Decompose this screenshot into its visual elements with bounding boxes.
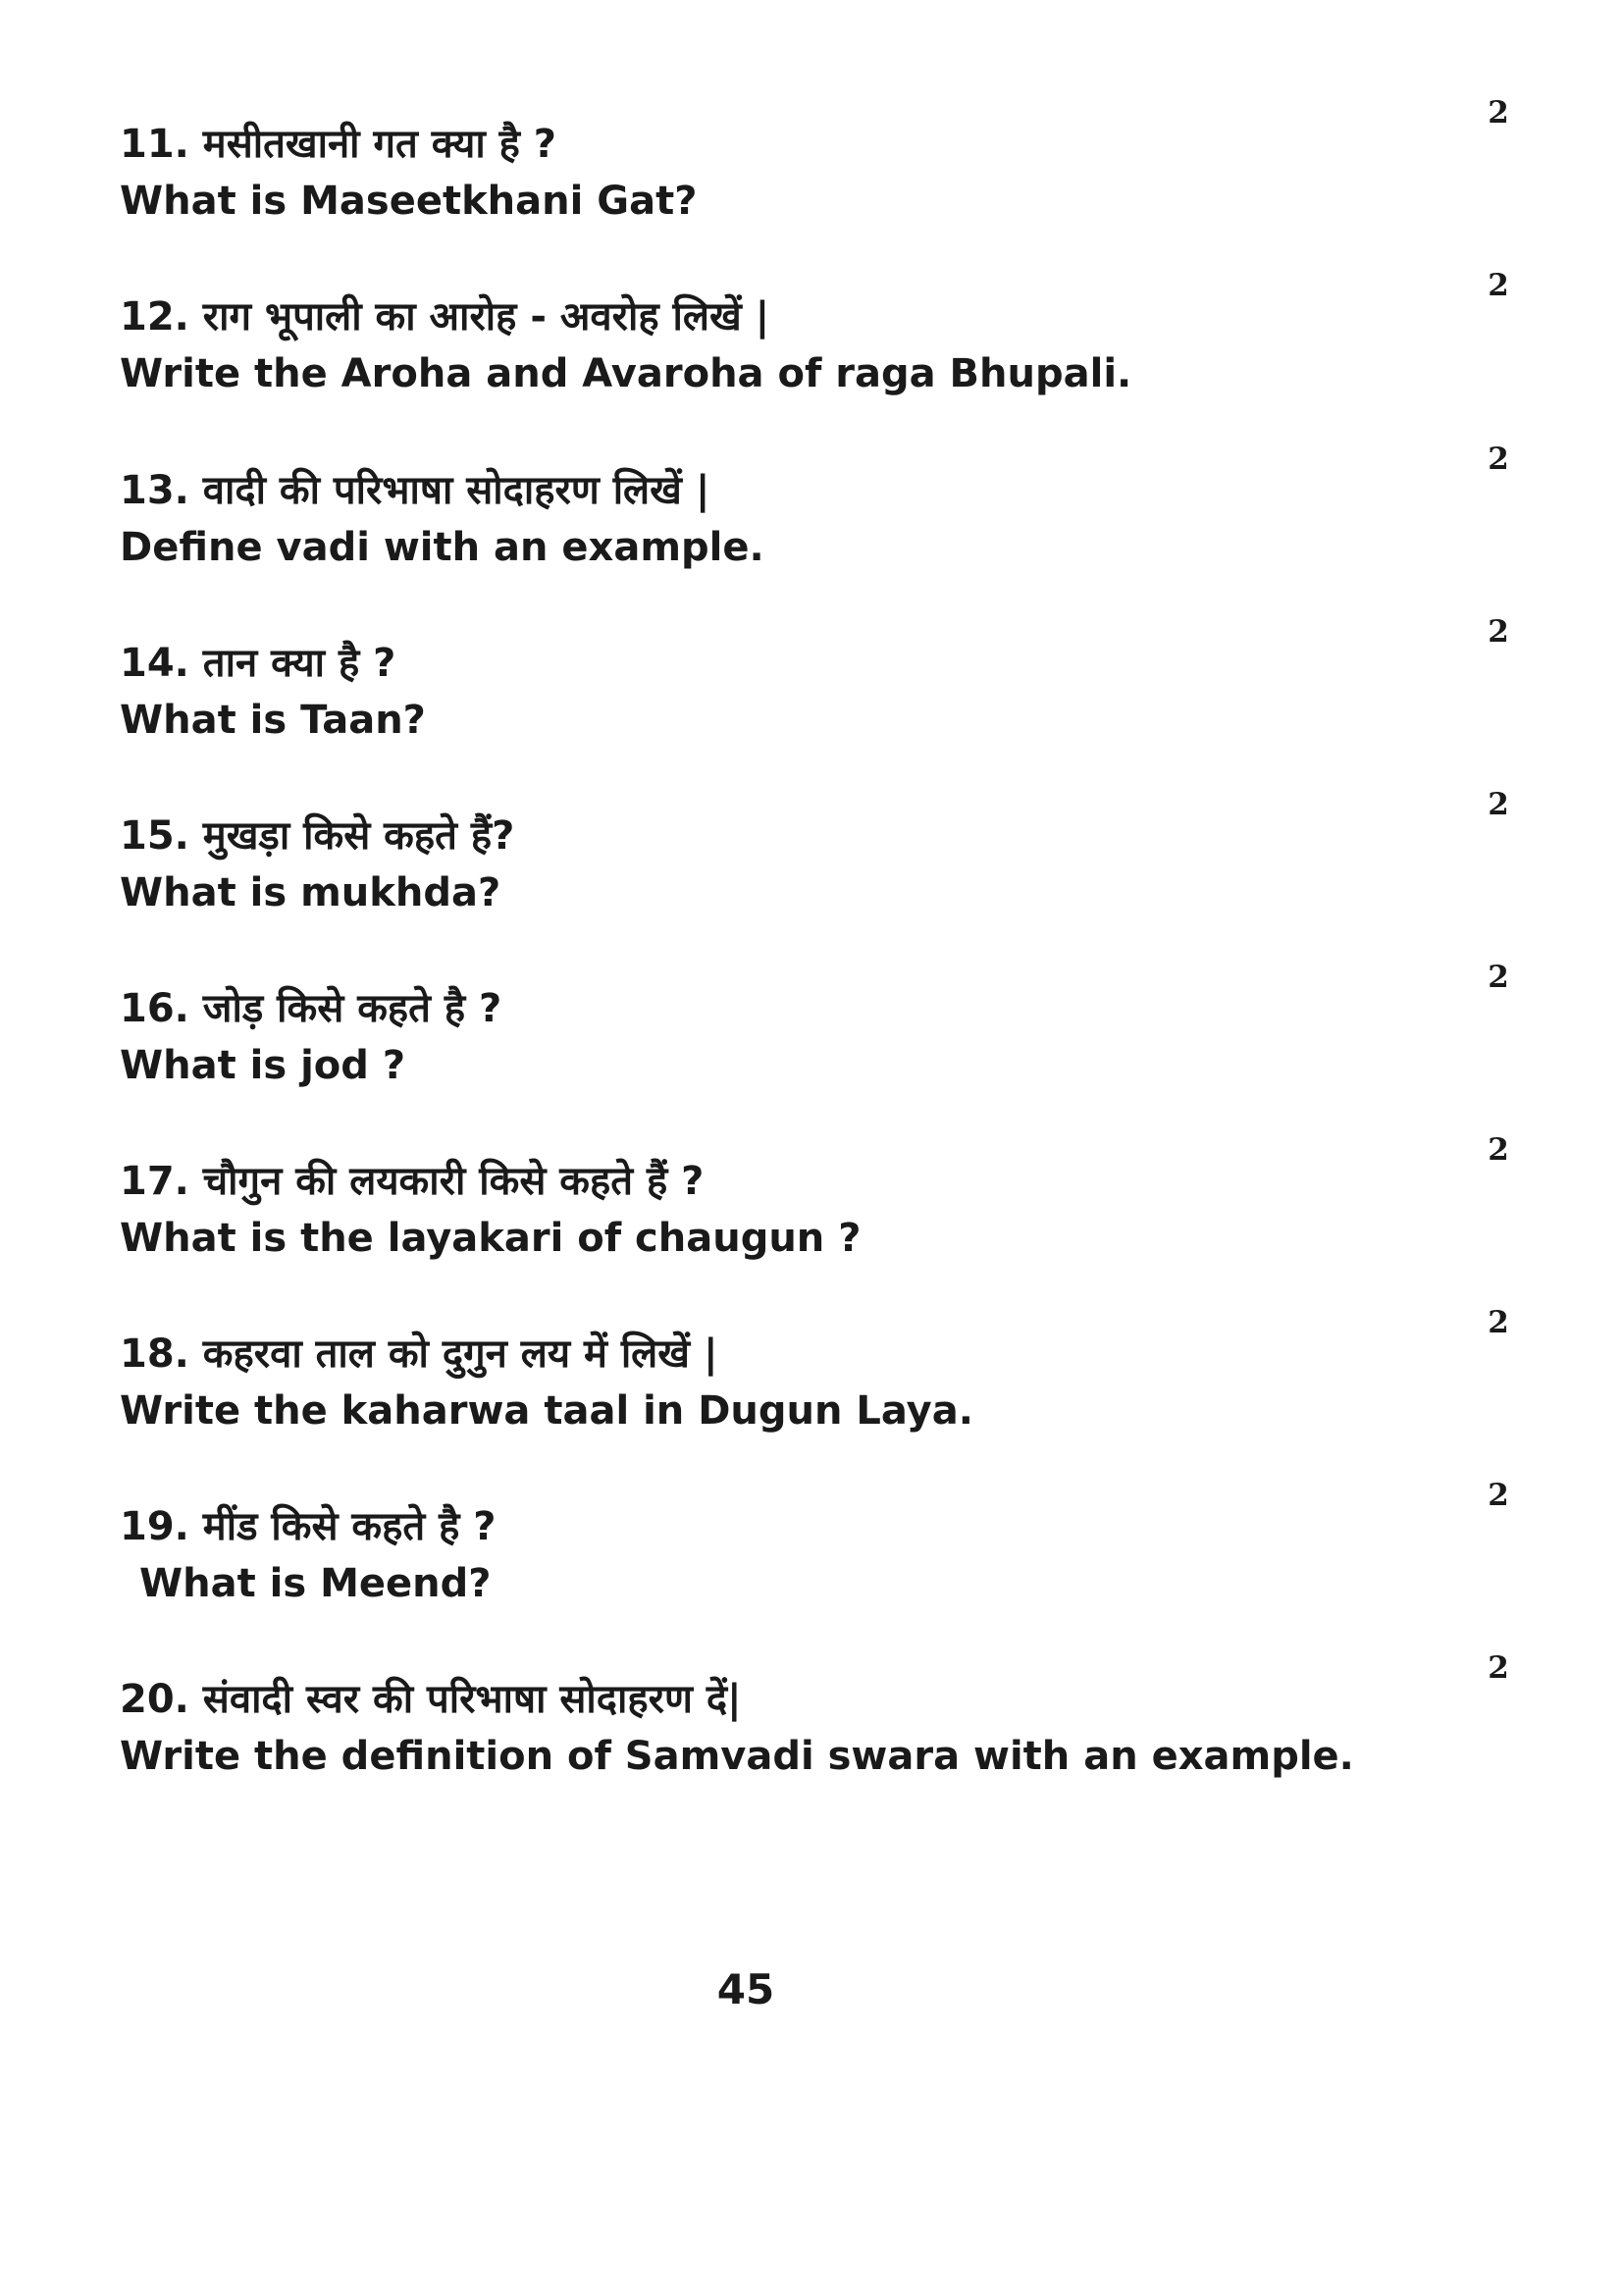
question-17: [120, 1132, 1533, 1299]
question-hindi: 14. तान क्या है ?: [120, 641, 396, 686]
question-marks: 2: [1488, 95, 1509, 130]
question-marks: 2: [1488, 614, 1509, 650]
question-marks: 2: [1488, 787, 1509, 822]
question-18: [120, 1305, 1533, 1472]
question-marks: 2: [1488, 1305, 1509, 1340]
question-hindi: 13. वादी की परिभाषा सोदाहरण लिखें |: [120, 468, 710, 513]
question-english: What is Maseetkhani Gat?: [120, 179, 698, 224]
question-hindi: 15. मुखड़ा किसे कहते हैं?: [120, 813, 515, 859]
question-hindi: 11. मसीतखानी गत क्या है ?: [120, 122, 556, 167]
question-hindi: 17. चौगुन की लयकारी किसे कहते हैं ?: [120, 1159, 705, 1204]
question-20: [120, 1650, 1533, 1817]
question-15: [120, 787, 1533, 954]
question-marks: 2: [1488, 1650, 1509, 1686]
question-11: [120, 95, 1533, 262]
question-13: [120, 442, 1533, 608]
question-english: What is Meend?: [139, 1561, 492, 1606]
question-12: [120, 268, 1533, 435]
question-hindi: 18. कहरवा ताल को दुगुन लय में लिखें |: [120, 1331, 718, 1377]
question-marks: 2: [1488, 960, 1509, 995]
question-english: What is Taan?: [120, 698, 426, 743]
question-english: Write the definition of Samvadi swara with an example.: [120, 1734, 1354, 1779]
question-hindi: 20. संवादी स्वर की परिभाषा सोदाहरण दें|: [120, 1677, 742, 1722]
question-14: [120, 614, 1533, 781]
question-16: [120, 960, 1533, 1126]
question-english: Write the Aroha and Avaroha of raga Bhupali.: [120, 351, 1132, 396]
question-english: What is jod ?: [120, 1043, 406, 1088]
question-hindi: 19. मींड किसे कहते है ?: [120, 1504, 497, 1549]
question-english: What is the layakari of chaugun ?: [120, 1216, 862, 1261]
page-number: 45: [716, 1965, 775, 2013]
question-marks: 2: [1488, 268, 1509, 303]
question-english: Write the kaharwa taal in Dugun Laya.: [120, 1388, 973, 1434]
question-marks: 2: [1488, 1478, 1509, 1513]
question-marks: 2: [1488, 442, 1509, 477]
question-19: [120, 1478, 1533, 1644]
question-english: Define vadi with an example.: [120, 525, 764, 570]
question-marks: 2: [1488, 1132, 1509, 1168]
question-english: What is mukhda?: [120, 870, 501, 915]
question-hindi: 12. राग भूपाली का आरोह - अवरोह लिखें |: [120, 294, 770, 339]
question-hindi: 16. जोड़ किसे कहते है ?: [120, 986, 502, 1031]
